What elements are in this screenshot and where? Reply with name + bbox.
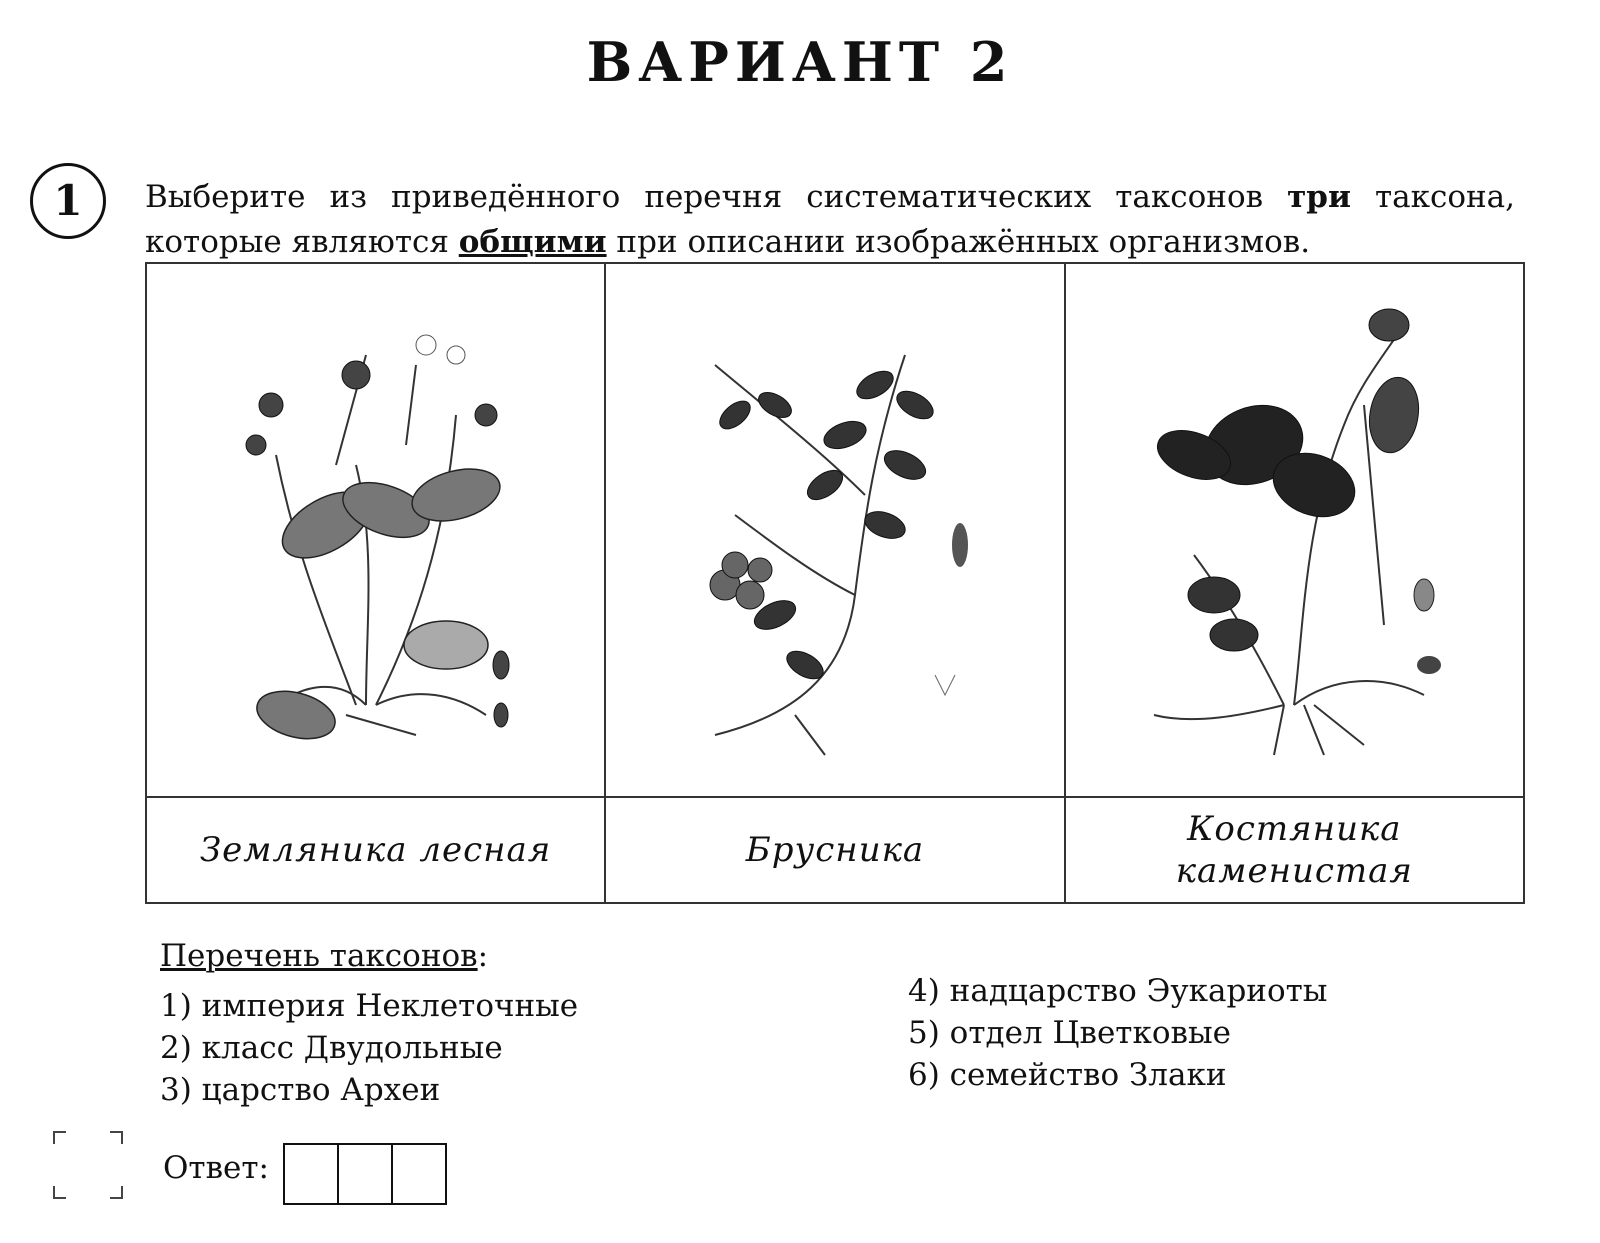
taxon-option: 5) отдел Цветковые bbox=[908, 1015, 1231, 1051]
plants-table bbox=[145, 262, 1525, 904]
question-underlined: общими bbox=[458, 224, 607, 260]
task-number-badge: 1 bbox=[30, 163, 106, 239]
plant-name: Костяника каменистая bbox=[1065, 797, 1524, 903]
plant-image-cell bbox=[1065, 263, 1524, 797]
taxa-list-left bbox=[160, 985, 578, 1111]
taxon-option: 3) царство Археи bbox=[160, 1072, 441, 1108]
taxa-list-right bbox=[908, 970, 1327, 1096]
stone-bramble-plant-icon bbox=[1134, 295, 1454, 765]
taxa-list-heading: Перечень таксонов: bbox=[160, 938, 489, 974]
taxon-option: 2) класс Двудольные bbox=[160, 1030, 503, 1066]
answer-digit-box[interactable] bbox=[285, 1145, 339, 1203]
task-question: Выберите из приведённого перечня систематических таксонов три таксона, которые являются общими при описании изображённых организмов. bbox=[145, 179, 1515, 260]
page-title: ВАРИАНТ 2 bbox=[586, 30, 1014, 94]
question-emphasis: три bbox=[1287, 179, 1351, 215]
plant-name: Брусника bbox=[605, 797, 1064, 903]
plant-image-cell bbox=[605, 263, 1064, 797]
taxon-option: 4) надцарство Эукариоты bbox=[908, 973, 1328, 1009]
plant-image-cell bbox=[146, 263, 605, 797]
taxon-option: 6) семейство Злаки bbox=[908, 1057, 1227, 1093]
plant-name: Земляника лесная bbox=[146, 797, 605, 903]
lingonberry-plant-icon bbox=[675, 295, 995, 765]
scan-corner-marks-icon bbox=[52, 1130, 124, 1200]
answer-digit-box[interactable] bbox=[339, 1145, 393, 1203]
strawberry-plant-icon bbox=[216, 295, 536, 765]
answer-digit-box[interactable] bbox=[393, 1145, 445, 1203]
answer-boxes bbox=[283, 1143, 447, 1205]
answer-label: Ответ: bbox=[163, 1150, 269, 1186]
taxon-option: 1) империя Неклеточные bbox=[160, 988, 579, 1024]
